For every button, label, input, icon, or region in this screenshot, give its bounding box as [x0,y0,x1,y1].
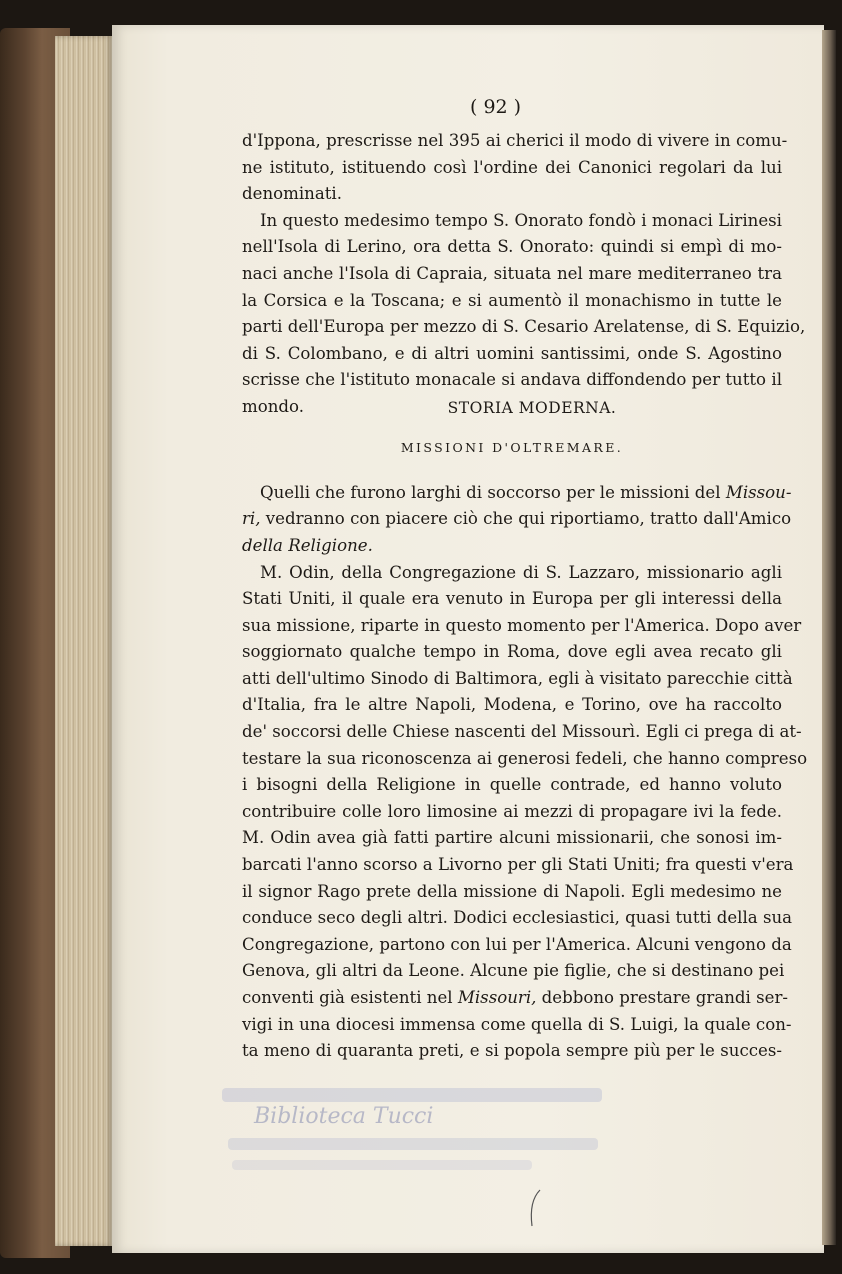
paragraph [242,560,808,1065]
text-line: d'Italia, fra le altre Napoli, Modena, e Torino, ove ha raccolto [242,695,782,715]
page-edges [55,36,113,1246]
text-line: sua missione, riparte in questo momento per l'America. Dopo aver [242,615,802,635]
text-line: Congregazione, partono con lui per l'America. Alcuni vengono da [242,934,792,954]
text-line: ne istituto, istituendo così l'ordine dei Canonici regolari da lui [242,157,782,177]
library-stamp [222,1068,612,1188]
paragraph [242,128,788,208]
text-line: ri, vedranno con piacere ciò che qui riportiamo, tratto dall'Amico [242,509,792,529]
subsection-title: MISSIONI D'OLTREMARE. [400,440,624,456]
text-line: denominati. [242,184,342,204]
body-text [242,128,808,1065]
text-line: scrisse che l'istituto monacale si andava diffondendo per tutto il [242,370,782,390]
text-line: In questo medesimo tempo S. Onorato fondò i monaci Lirinesi [260,210,782,230]
text-line: M. Odin avea già fatti partire alcuni missionarii, che sonosi im- [242,828,782,848]
stamp-text: Biblioteca Tucci [254,1104,434,1129]
text-line: la Corsica e la Toscana; e si aumentò il monachismo in tutte le [242,290,782,310]
page-right-edge [822,30,836,1245]
text-line: Genova, gli altri da Leone. Alcune pie figlie, che si destinano pei [242,961,785,981]
text-line: Quelli che furono larghi di soccorso per le missioni del Missou- [260,482,792,502]
text-line: di S. Colombano, e di altri uomini santissimi, onde S. Agostino [242,343,782,363]
text-line: atti dell'ultimo Sinodo di Baltimora, egli à visitato parecchie città [242,668,793,688]
text-line: de' soccorsi delle Chiese nascenti del Missourì. Egli ci prega di at- [242,722,802,742]
text-line: conduce seco degli altri. Dodici ecclesiastici, quasi tutti della sua [242,908,793,928]
text-line: contribuire colle loro limosine ai mezzi di propagare ivi la fede. [242,801,782,821]
text-line: parti dell'Europa per mezzo di S. Cesario Arelatense, di S. Equizio, [242,317,806,337]
text-line: barcati l'anno scorso a Livorno per gli Stati Uniti; fra questi v'era [242,855,794,875]
text-line: testare la sua riconoscenza ai generosi fedeli, che hanno compreso [242,748,808,768]
text-line: soggiornato qualche tempo in Roma, dove egli avea recato gli [242,642,782,662]
text-line: Stati Uniti, il quale era venuto in Europa per gli interessi della [242,589,782,609]
text-line: naci anche l'Isola di Capraia, situata nel mare mediterraneo tra [242,263,782,283]
text-line: d'Ippona, prescrisse nel 395 ai cherici il modo di vivere in comu- [242,131,788,150]
text-line: nell'Isola di Lerino, ora detta S. Onorato: quindi si empì di mo- [242,237,782,257]
text-line: ta meno di quaranta preti, e si popola sempre più per le succes- [242,1041,782,1061]
text-line: il signor Rago prete della missione di Napoli. Egli medesimo ne [242,881,782,901]
section-title: STORIA MODERNA. [447,398,617,417]
text-line: mondo. [242,396,305,416]
text-line: i bisogni della Religione in quelle contrade, ed hanno voluto [242,775,782,795]
pencil-mark [528,1188,542,1228]
paragraph [242,208,806,421]
paragraph [242,480,792,560]
text-line: conventi già esistenti nel Missouri, debbono prestare grandi ser- [242,988,789,1007]
page-number: ( 92 ) [470,96,522,118]
text-line: vigi in una diocesi immensa come quella di S. Luigi, la quale con- [242,1014,792,1034]
text-line: M. Odin, della Congregazione di S. Lazzaro, missionario agli [260,562,782,582]
text-line: della Religione. [242,535,373,555]
